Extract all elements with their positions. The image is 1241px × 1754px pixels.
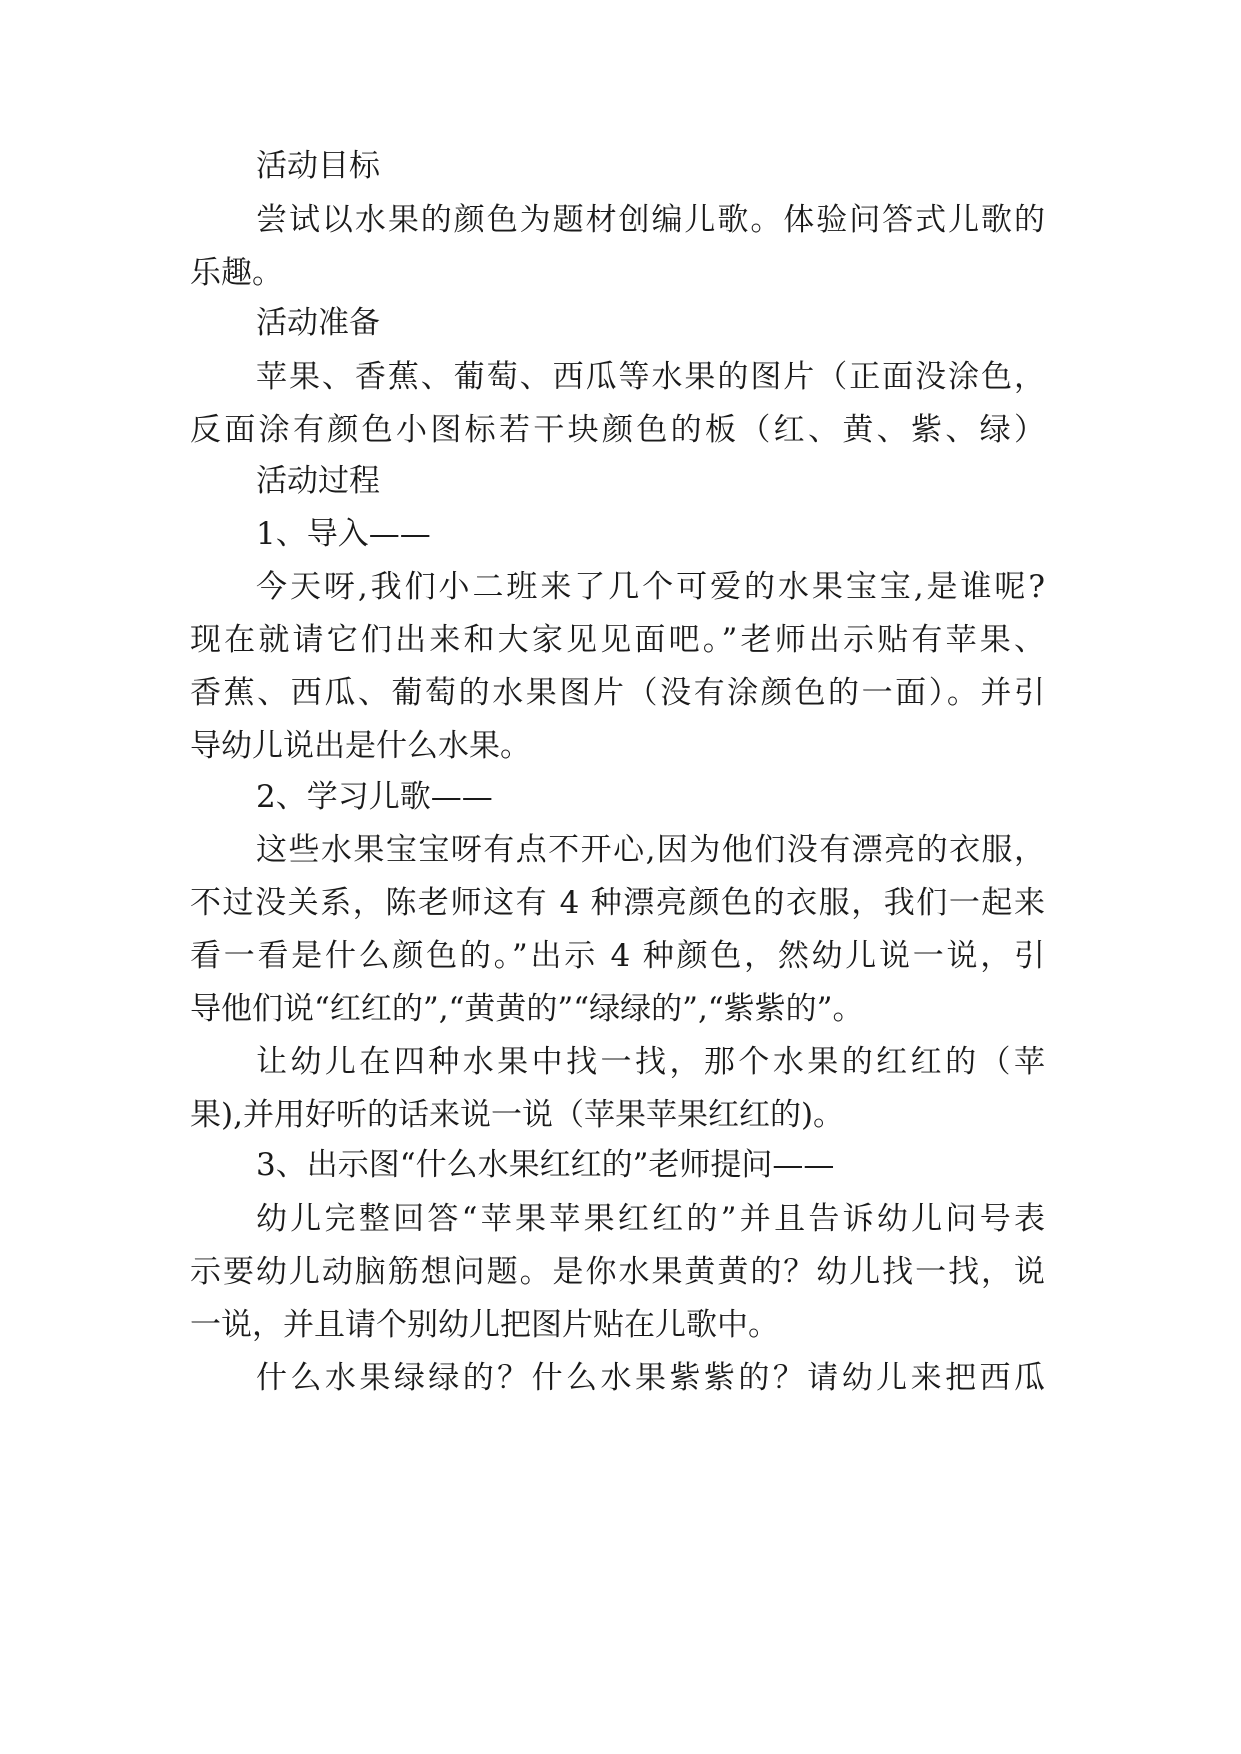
paragraph-line: 什么水果绿绿的？什么水果紫紫的？请幼儿来把西瓜: [256, 1360, 1045, 1396]
paragraph-line: 尝试以水果的颜色为题材创编儿歌。体验问答式儿歌的: [256, 202, 1045, 238]
paragraph-line: 示要幼儿动脑筋想问题。是你水果黄黄的？幼儿找一找，说: [190, 1254, 1045, 1290]
paragraph-line: 看一看是什么颜色的。”出示 4 种颜色，然幼儿说一说，引: [190, 938, 1045, 974]
step-title: 1、导入——: [256, 516, 431, 552]
paragraph-line: 幼儿完整回答“苹果苹果红红的”并且告诉幼儿问号表: [256, 1201, 1045, 1237]
paragraph-line: 果),并用好听的话来说一说（苹果苹果红红的)。: [190, 1097, 845, 1133]
paragraph-line: 这些水果宝宝呀有点不开心,因为他们没有漂亮的衣服，: [256, 832, 1045, 868]
paragraph-line: 苹果、香蕉、葡萄、西瓜等水果的图片（正面没涂色，: [256, 359, 1045, 395]
paragraph-line: 香蕉、西瓜、葡萄的水果图片（没有涂颜色的一面）。并引: [190, 675, 1045, 711]
paragraph-line: 导他们说“红红的”,“黄黄的”“绿绿的”,“紫紫的”。: [190, 991, 864, 1027]
paragraph-line: 一说，并且请个别幼儿把图片贴在儿歌中。: [190, 1307, 779, 1343]
section-heading-process: 活动过程: [256, 463, 380, 499]
section-heading-prep: 活动准备: [256, 305, 380, 341]
paragraph-line: 今天呀,我们小二班来了几个可爱的水果宝宝,是谁呢?: [256, 569, 1045, 605]
section-heading-goal: 活动目标: [256, 148, 380, 184]
paragraph-line: 不过没关系，陈老师这有 4 种漂亮颜色的衣服，我们一起来: [190, 885, 1045, 921]
step-title: 2、学习儿歌——: [256, 779, 493, 815]
paragraph-line: 让幼儿在四种水果中找一找，那个水果的红红的（苹: [256, 1044, 1045, 1080]
paragraph-line: 导幼儿说出是什么水果。: [190, 728, 531, 764]
paragraph-line: 反面涂有颜色小图标若干块颜色的板（红、黄、紫、绿）: [190, 412, 1045, 448]
step-title: 3、出示图“什么水果红红的”老师提问——: [256, 1147, 835, 1183]
paragraph-line: 现在就请它们出来和大家见见面吧。”老师出示贴有苹果、: [190, 622, 1045, 658]
paragraph-line: 乐趣。: [190, 255, 283, 291]
